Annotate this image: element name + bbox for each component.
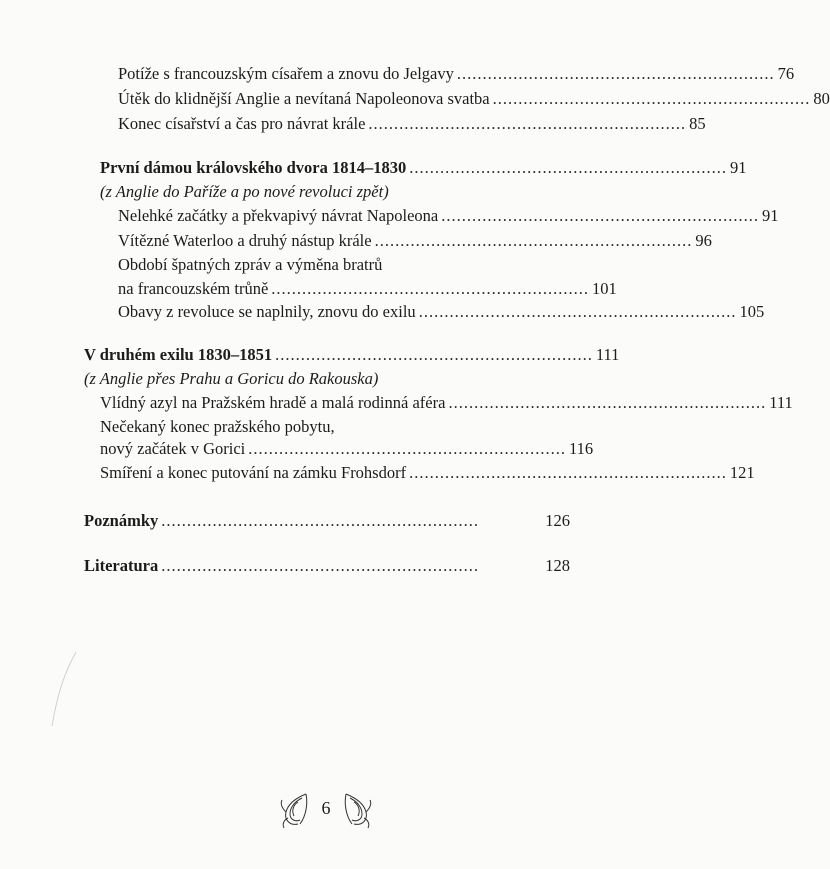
page-footer — [0, 790, 600, 830]
leader-dots: .............................................................. — [456, 64, 775, 83]
entry-title-line: Nečekaný konec pražského pobytu, — [100, 417, 335, 436]
chapter-page: 111 — [595, 345, 620, 364]
entry-page: 96 — [695, 231, 712, 250]
chapter-title: První dámou královského dvora 1814–1830 — [100, 158, 407, 177]
entry-title: Vítězné Waterloo a druhý nástup krále — [118, 231, 372, 250]
entry-page: 111 — [769, 393, 793, 412]
leader-dots: .............................................................. — [409, 158, 727, 177]
leader-dots: .............................................................. — [161, 511, 479, 530]
toc-entry — [118, 230, 712, 252]
toc-chapter — [84, 510, 570, 532]
leader-dots: .............................................................. — [248, 439, 566, 458]
toc-entry — [100, 438, 594, 460]
toc-entry — [118, 205, 779, 227]
entry-page: 85 — [689, 114, 706, 133]
flourish-ornament-left-icon — [276, 790, 310, 830]
leader-dots: .............................................................. — [441, 206, 759, 225]
toc-entry — [118, 88, 830, 110]
entry-page: 101 — [592, 279, 617, 298]
chapter-title: Literatura — [84, 556, 159, 575]
entry-title: nový začátek v Gorici — [100, 439, 246, 458]
chapter-page: 128 — [545, 556, 570, 575]
entry-page: 116 — [568, 439, 594, 458]
leader-dots: .............................................................. — [275, 345, 593, 364]
toc-chapter — [100, 157, 747, 179]
entry-title-line: Období špatných zpráv a výměna bratrů — [118, 255, 383, 274]
toc-entry — [118, 113, 706, 135]
entry-page: 91 — [761, 206, 779, 225]
toc-entry — [118, 301, 765, 323]
entry-page: 121 — [729, 463, 755, 482]
entry-page: 105 — [739, 302, 765, 321]
entry-page: 76 — [777, 64, 795, 83]
chapter-title: Poznámky — [84, 511, 159, 530]
page-number: 6 — [321, 798, 331, 818]
leader-dots: .............................................................. — [418, 302, 737, 321]
leader-dots: .............................................................. — [492, 89, 811, 108]
leader-dots: .............................................................. — [374, 231, 693, 250]
entry-title: Potíže s francouzským císařem a znovu do Jelgavy — [118, 64, 454, 83]
chapter-subtitle: (z Anglie do Paříže a po nové revoluci zpět) — [100, 182, 389, 201]
flourish-ornament-right-icon — [342, 790, 376, 830]
toc-entry — [118, 278, 617, 300]
toc-chapter — [84, 555, 570, 577]
paper-scuff-mark — [48, 650, 78, 730]
leader-dots: .............................................................. — [161, 556, 479, 575]
leader-dots: .............................................................. — [409, 463, 727, 482]
toc-entry — [100, 392, 793, 414]
entry-title: Vlídný azyl na Pražském hradě a malá rodinná aféra — [100, 393, 446, 412]
chapter-subtitle: (z Anglie přes Prahu a Goricu do Rakouska) — [84, 369, 379, 388]
entry-title: Nelehké začátky a překvapivý návrat Napoleona — [118, 206, 439, 225]
chapter-title: V druhém exilu 1830–1851 — [84, 345, 273, 364]
toc-entry — [100, 462, 755, 484]
entry-title: Konec císařství a čas pro návrat krále — [118, 114, 366, 133]
leader-dots: .............................................................. — [448, 393, 767, 412]
entry-title: Útěk do klidnější Anglie a nevítaná Napoleonova svatba — [118, 89, 490, 108]
toc-entry — [118, 63, 795, 85]
entry-title: Obavy z revoluce se naplnily, znovu do exilu — [118, 302, 416, 321]
chapter-page: 91 — [729, 158, 747, 177]
entry-page: 80 — [813, 89, 830, 108]
leader-dots: .............................................................. — [271, 279, 590, 298]
chapter-page: 126 — [545, 511, 570, 530]
entry-title: Smíření a konec putování na zámku Frohsdorf — [100, 463, 407, 482]
toc-chapter — [84, 344, 620, 366]
leader-dots: .............................................................. — [368, 114, 687, 133]
entry-title: na francouzském trůně — [118, 279, 269, 298]
